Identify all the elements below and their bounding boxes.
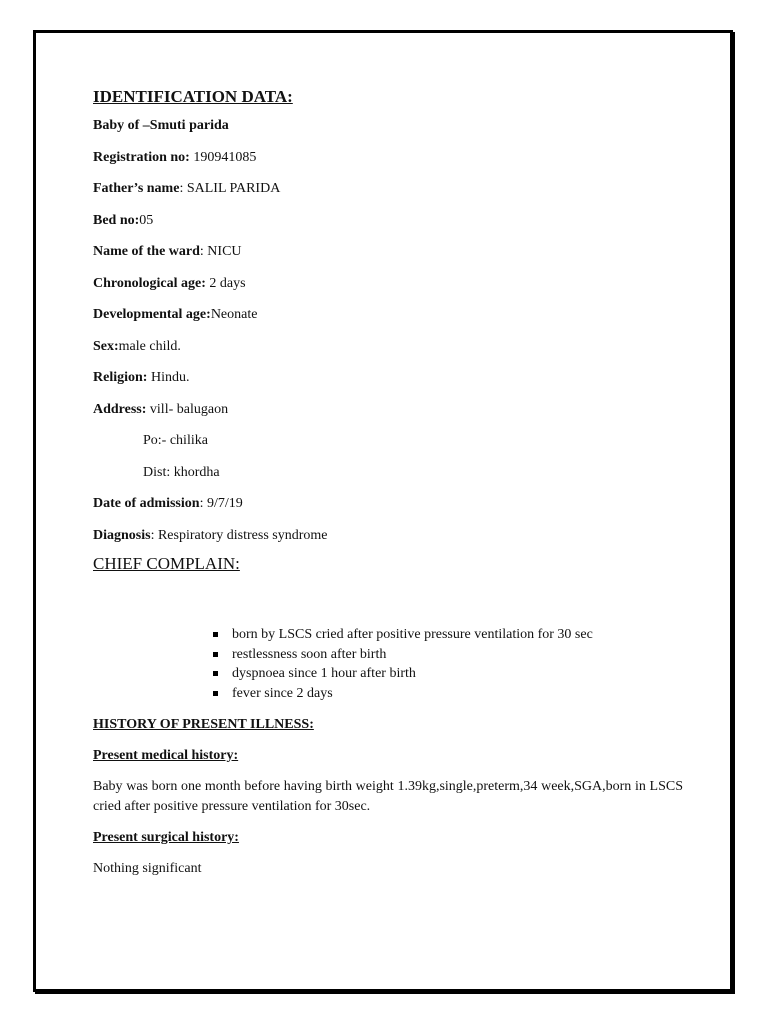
field-value: : NICU [199,244,242,259]
list-item [213,684,683,704]
field-address [93,400,683,432]
chief-complaint-heading: CHIEF COMPLAIN: [93,554,240,573]
field-label: Sex: [93,338,119,354]
list-item-text: born by LSCS cried after positive pressure ventilation for 30 sec [232,627,593,642]
field-label: Bed no: [93,212,140,228]
field-label: Date of admission [93,496,200,511]
field-value: : SALIL PARIDA [179,181,281,196]
address-line-dist: Dist: khordha [143,464,220,480]
list-item [213,664,683,684]
present-medical-history-text: Baby was born one month before having birth weight 1.39kg,single,preterm,34 week,SGA,born in LSCS cried after positive pressure ventilation for 30sec. [93,779,683,814]
bullet-square-icon [213,671,218,676]
field-developmental-age [93,305,683,337]
field-religion [93,368,683,400]
field-value: Hindu. [147,370,190,385]
present-medical-history-heading: Present medical history: [93,748,239,763]
field-date-of-admission [93,494,683,526]
field-label: Registration no: [93,149,190,165]
field-value: : Respiratory distress syndrome [150,527,328,543]
field-chronological-age [93,274,683,306]
field-label: Baby of –Smuti parida [93,118,229,133]
list-item [213,625,683,645]
field-label: Religion: [93,370,148,385]
field-value: vill- balugaon [146,401,229,417]
field-label: Father’s name [93,181,180,196]
field-value: 2 days [205,275,246,291]
field-ward-name [93,242,683,274]
identification-data-heading: IDENTIFICATION DATA: [93,87,293,106]
present-surgical-history-text: Nothing significant [93,861,202,876]
field-value: : 9/7/19 [199,496,243,511]
list-item-text: fever since 2 days [232,685,333,701]
field-value: 190941085 [189,149,257,165]
bullet-square-icon [213,691,218,696]
chief-complaint-list [93,625,683,703]
field-value: male child. [118,338,181,354]
list-item-text: dyspnoea since 1 hour after birth [232,666,416,681]
field-baby-of [93,116,683,148]
field-label: Name of the ward [93,244,200,259]
field-value: 05 [139,212,154,228]
address-line-po: Po:- chilika [143,433,208,448]
bullet-square-icon [213,632,218,637]
field-bed-no [93,211,683,243]
list-item-text: restlessness soon after birth [232,646,387,662]
present-surgical-history-heading: Present surgical history: [93,830,239,845]
field-sex [93,337,683,369]
field-label: Address: [93,401,147,417]
field-value: Neonate [210,307,258,322]
field-fathers-name [93,179,683,211]
field-label: Diagnosis [93,527,151,543]
document-content [93,86,683,879]
history-present-illness-heading: HISTORY OF PRESENT ILLNESS: [93,717,314,732]
field-label: Developmental age: [93,307,211,322]
field-registration-no [93,148,683,180]
list-item [213,645,683,665]
bullet-square-icon [213,652,218,657]
field-label: Chronological age: [93,275,206,291]
